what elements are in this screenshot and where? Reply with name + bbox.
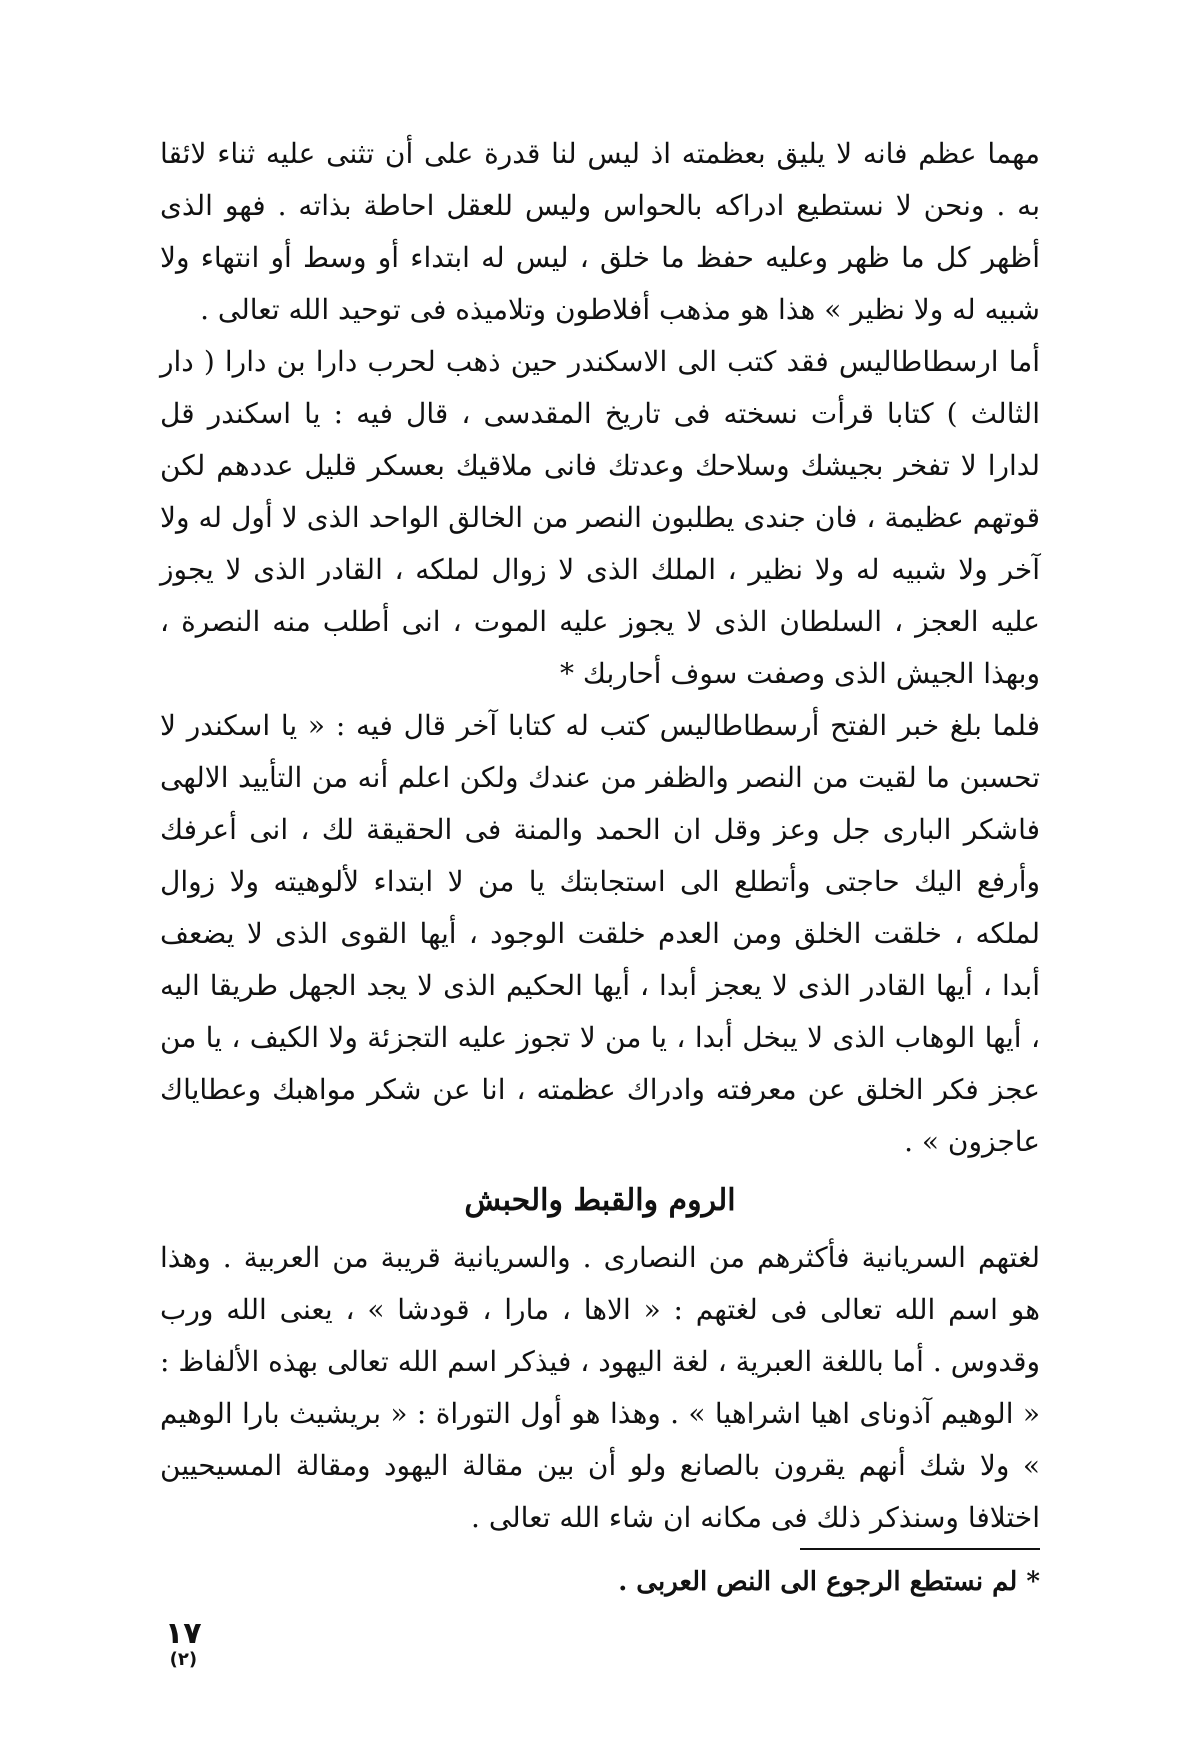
paragraph: فلما بلغ خبر الفتح أرسطاطاليس كتب له كتابا آخر قال فيه : « يا اسكندر لا تحسبن ما لقيت من النصر والظفر من عندك ولكن اعلم أنه من التأييد الالهى فاشكر البارى جل وعز وقل ان الحمد والمنة فى الحقيقة لك ، انى أعرفك وأرفع اليك حاجتى وأتطلع الى استجابتك يا من لا ابتداء لألوهيته ولا زوال لملكه ، خلقت الخلق ومن العدم خلقت الوجود ، أيها القوى الذى لا يضعف أبدا ، أيها القادر الذى لا يعجز أبدا ، أيها الحكيم الذى لا يجد الجهل طريقا اليه ، أيها الوهاب الذى لا يبخل أبدا ، يا من لا تجوز عليه التجزئة ولا الكيف ، يا من عجز فكر الخلق عن معرفته وادراك عظمته ، انا عن شكر مواهبك وعطاياك عاجزون » . [160, 709, 1040, 1158]
footnote: * لم نستطع الرجوع الى النص العربى . [618, 1567, 1040, 1597]
body-text-top [160, 128, 1040, 1168]
page-number: ١٧ [165, 1616, 202, 1651]
section-heading: الروم والقبط والحبش [464, 1183, 736, 1218]
paragraph: مهما عظم فانه لا يليق بعظمته اذ ليس لنا قدرة على أن تثنى عليه ثناء لائقا به . ونحن لا نستطيع ادراكه بالحواس وليس للعقل احاطة بذاته . فهو الذى أظهر كل ما ظهر وعليه حفظ ما خلق ، ليس له ابتداء أو وسط أو انتهاء ولا شبيه له ولا نظير » هذا هو مذهب أفلاطون وتلاميذه فى توحيد الله تعالى . [160, 137, 1041, 326]
paragraph: لغتهم السريانية فأكثرهم من النصارى . والسريانية قريبة من العربية . وهذا هو اسم الله تعالى فى لغتهم : « الاها ، مارا ، قودشا » ، يعنى الله ورب وقدوس . أما باللغة العبرية ، لغة اليهود ، فيذكر اسم الله تعالى بهذه الألفاظ : « الوهيم آذوناى اهيا اشراهيا » . وهذا هو أول التوراة : « بريشيث بارا الوهيم » ولا شك أنهم يقرون بالصانع ولو أن بين مقالة اليهود ومقالة المسيحيين اختلافا وسنذكر ذلك فى مكانه ان شاء الله تعالى . [160, 1241, 1040, 1534]
footnote-divider [800, 1548, 1040, 1550]
paragraph: أما ارسطاطاليس فقد كتب الى الاسكندر حين ذهب لحرب دارا بن دارا ( دار الثالث ) كتابا قرأت نسخته فى تاريخ المقدسى ، قال فيه : يا اسكندر قل لدارا لا تفخر بجيشك وسلاحك وعدتك فانى ملاقيك بعسكر قليل عددهم لكن قوتهم عظيمة ، فان جندى يطلبون النصر من الخالق الواحد الذى لا أول له ولا آخر ولا شبيه له ولا نظير ، الملك الذى لا زوال لملكه ، القادر الذى لا يجوز عليه العجز ، السلطان الذى لا يجوز عليه الموت ، انى أطلب منه النصرة ، وبهذا الجيش الذى وصفت سوف أحاربك * [160, 345, 1040, 690]
page-number-block [165, 1618, 202, 1670]
document-page [160, 128, 1040, 1688]
signature-mark: (٢) [169, 1649, 198, 1670]
body-text-bottom [160, 1232, 1040, 1544]
